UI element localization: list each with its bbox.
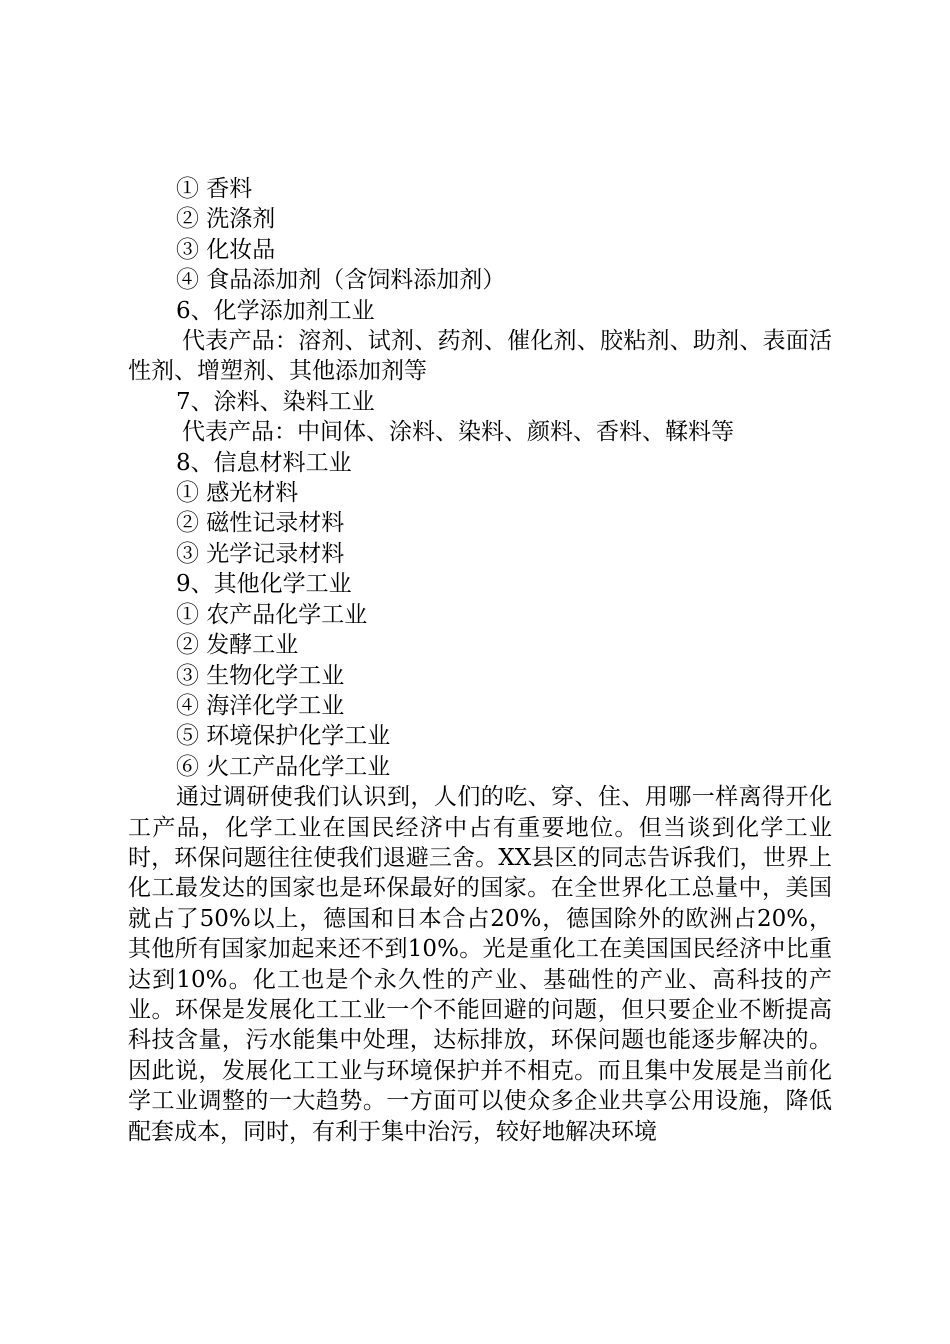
document-body	[128, 174, 832, 1147]
body-paragraph: 通过调研使我们认识到，人们的吃、穿、住、用哪一样离得开化工产品，化学工业在国民经济中占有重要地位。但当谈到化学工业时，环保问题往往使我们退避三舍。XX县区的同志告诉我们，世界上化工最发达的国家也是环保最好的国家。在全世界化工总量中，美国就占了50%以上，德国和日本合占20%，德国除外的欧洲占20%，其他所有国家加起来还不到10%。光是重化工在美国国民经济中比重达到10%。化工也是个永久性的产业、基础性的产业、高科技的产业。环保是发展化工工业一个不能回避的问题，但只要企业不断提高科技含量，污水能集中处理，达标排放，环保问题也能逐步解决的。因此说，发展化工工业与环境保护并不相克。而且集中发展是当前化学工业调整的一大趋势。一方面可以使众多企业共享公用设施，降低配套成本，同时，有利于集中治污，较好地解决环境	[128, 784, 832, 1145]
list-item: ② 磁性记录材料	[176, 510, 345, 537]
list-item: ⑥ 火工产品化学工业	[176, 753, 391, 780]
list-item: ① 农产品化学工业	[176, 601, 368, 628]
list-item: ⑤ 环境保护化学工业	[176, 723, 391, 750]
section-heading: 9、其他化学工业	[176, 571, 352, 598]
list-item: ① 香料	[176, 176, 253, 202]
list-item: ④ 海洋化学工业	[176, 692, 345, 719]
list-item: ④ 食品添加剂（含饲料添加剂）	[176, 267, 506, 294]
list-item: ③ 生物化学工业	[176, 662, 345, 689]
list-item: ① 感光材料	[176, 480, 299, 507]
list-item: ② 发酵工业	[176, 632, 299, 659]
representative-products-paragraph: 代表产品：溶剂、试剂、药剂、催化剂、胶粘剂、助剂、表面活性剂、增塑剂、其他添加剂等	[128, 328, 832, 385]
section-heading: 8、信息材料工业	[176, 449, 352, 476]
list-item: ③ 光学记录材料	[176, 540, 345, 567]
section-heading: 7、涂料、染料工业	[176, 388, 375, 415]
section-heading: 6、化学添加剂工业	[176, 297, 375, 324]
list-item: ③ 化妆品	[176, 236, 276, 263]
representative-products-line: 代表产品：中间体、涂料、染料、颜料、香料、鞣料等	[182, 419, 734, 446]
list-item: ② 洗涤剂	[176, 206, 276, 233]
